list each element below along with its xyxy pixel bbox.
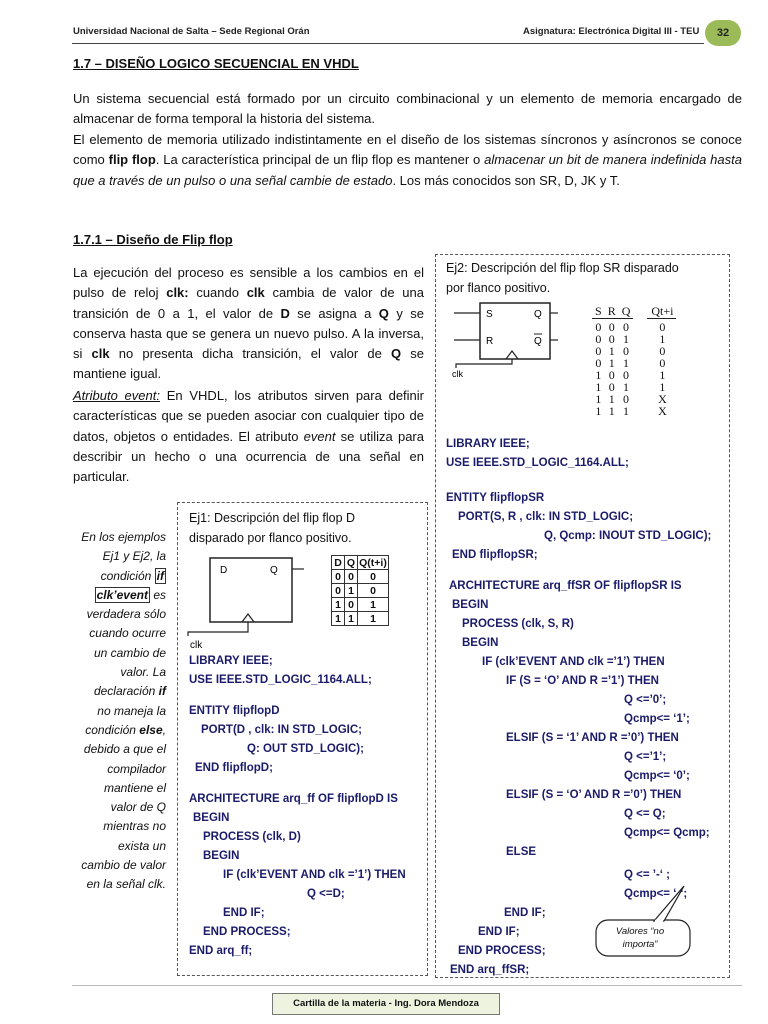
header-divider <box>72 43 704 44</box>
header-course: Asignatura: Electrónica Digital III - TEU <box>523 26 700 37</box>
sr-ff-qn-label: Q <box>534 336 542 347</box>
ej1-code: LIBRARY IEEE; USE IEEE.STD_LOGIC_1164.ALL; ENTITY flipflopD PORT(D , clk: IN STD_LOGIC; Q: OUT STD_LOGIC); END flipflopD; ARCHITECTURE arq_ff OF flipflopD IS BEGIN PROCESS (clk, D) BEGIN IF (clk’EVENT AND clk =’1’) THEN Q <=D; END IF; END PROCESS; END arq_ff; <box>189 655 406 957</box>
sr-ff-r-label: R <box>486 336 494 347</box>
ej1-title: Ej1: Descripción del flip flop D disparado por flanco positivo. <box>189 511 356 545</box>
header-university: Universidad Nacional de Salta – Sede Regional Orán <box>73 26 310 37</box>
tt-head: Q(t+i) <box>359 556 387 569</box>
subsection-paragraph-2: Atributo event: En VHDL, los atributos sirven para definir características que se pueden asociar con cualquier tipo de datos, objetos o entidades. El atributo event se utiliza para describir un hecho o una ocurrencia de una señal en particular. <box>73 388 424 485</box>
subsection-paragraph-1: La ejecución del proceso es sensible a los cambios en el pulso de reloj clk: cuando clk cambia de valor de una transición de 0 a 1, el valor de D se asigna a Q y se conserva hasta que se genera un nuevo pulso. A la inversa, si clk no presenta dicha transición, el valor de Q se mantiene igual. <box>73 265 425 382</box>
callout-text: Valores “no importa” <box>615 926 665 950</box>
ej2-title: Ej2: Descripción del flip flop SR disparado por flanco positivo. <box>446 261 679 295</box>
d-ff-input-label: D <box>220 565 228 576</box>
sr-ff-clk-label: clk <box>452 369 463 379</box>
footer-label: Cartilla de la materia - Ing. Dora Mendoza <box>272 993 500 1015</box>
ej1-truth-table: D Q Q(t+i) 0 0 0 0 1 0 1 0 1 1 1 1 <box>331 555 389 626</box>
section-paragraph-2: El elemento de memoria utilizado indistintamente en el diseño de los sistemas síncronos y asíncronos se conoce como flip flop. La característica principal de un flip flop es mantener o almacenar un bit de manera indefinida hasta que a través de un pulso o una señal cambie de estado. Los más conocidos son SR, D, JK y T. <box>73 132 742 188</box>
sr-flipflop-diagram <box>450 298 560 380</box>
ej2-code: LIBRARY IEEE; USE IEEE.STD_LOGIC_1164.ALL; ENTITY flipflopSR PORT(S, R , clk: IN STD_LOGIC; Q, Qcmp: INOUT STD_LOGIC); END flipflopSR; ARCHITECTURE arq_ffSR OF flipflopSR IS BEGIN PROCESS (clk, S, R) BEGIN IF (clk’EVENT AND clk =’1’) THEN IF (S = ‘O’ AND R =’1’) THEN Q <=’0’; Qcmp<= ‘1’; ELSIF (S = ‘1’ AND R =’0’) THEN Q <=’1’; Qcmp<= ‘0’; ELSIF (S = ‘O’ AND R =’0’) THEN Q <= Q; Qcmp<= Qcmp; ELSE Q <= ’-‘ ; Qcmp<= ‘-‘; END IF; END IF; END PROCESS; END arq_ffSR; <box>446 438 712 976</box>
tt-head: D <box>332 556 345 570</box>
d-ff-output-label: Q <box>270 565 278 576</box>
ej2-truth-table: S R Q Qt+i 0 0 0 0 0 0 1 1 0 1 0 0 0 1 1 0 1 0 0 1 1 0 1 1 1 1 0 X 1 1 1 X <box>592 305 676 417</box>
subsection-title: 1.7.1 – Diseño de Flip flop <box>73 232 233 247</box>
page-number: 32 <box>705 20 741 46</box>
d-flipflop-diagram <box>186 552 306 652</box>
side-note: En los ejemplos Ej1 y Ej2, la condición if clk’event es verdadera sólo cuando ocurre un cambio de valor. La declaración if no maneja la condición else, debido a que el compilador mantiene el valor de Q mientras no exista un cambio de valor en la señal clk. <box>81 530 166 892</box>
tt-head: Q <box>345 556 358 570</box>
sr-ff-q-label: Q <box>534 309 542 320</box>
section-title: 1.7 – DISEÑO LOGICO SECUENCIAL EN VHDL <box>73 56 359 71</box>
d-ff-clk-label: clk <box>190 640 203 651</box>
sr-ff-s-label: S <box>486 309 493 320</box>
footer-divider <box>72 985 742 986</box>
section-paragraph-1: Un sistema secuencial está formado por un circuito combinacional y un elemento de memoria encargado de almacenar de forma temporal la historia del sistema. <box>73 91 742 127</box>
